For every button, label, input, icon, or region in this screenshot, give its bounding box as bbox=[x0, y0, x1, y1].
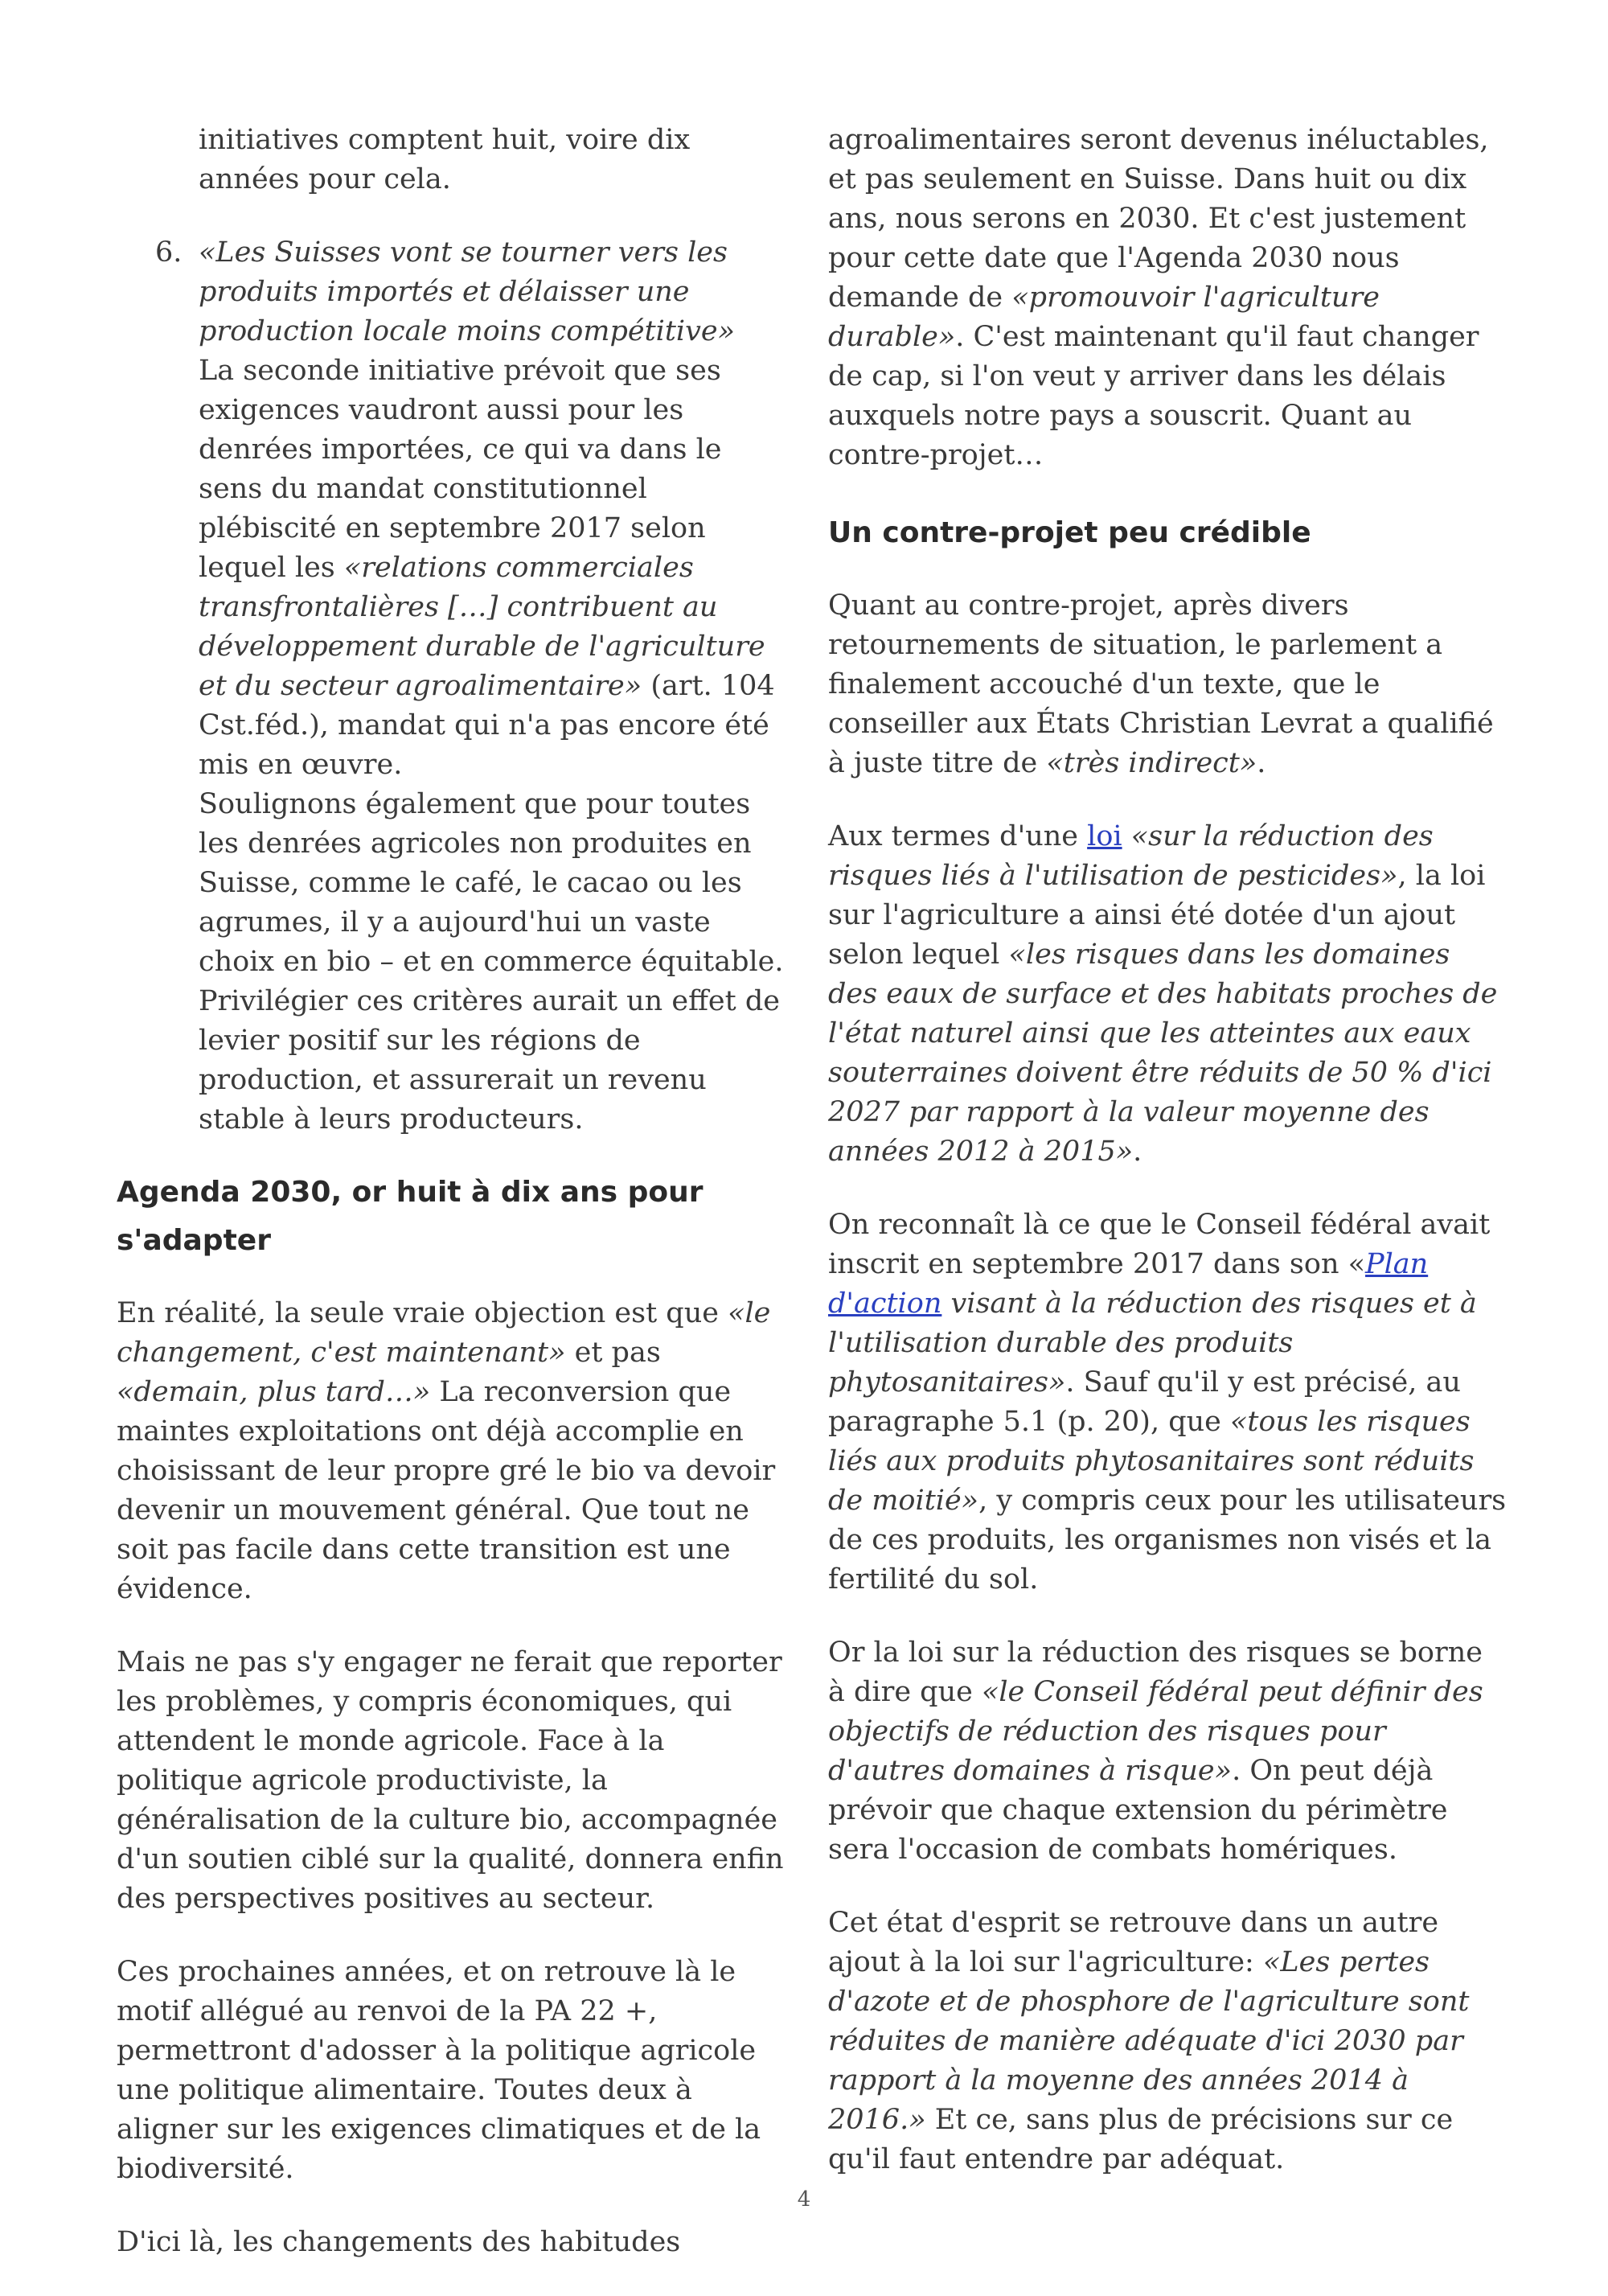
item6-quote: «Les Suisses vont se tourner vers les produits importés et délaisser une production locale moins compétitive» bbox=[199, 236, 735, 347]
paragraph-quant: Quant au contre-projet, après divers retournements de situation, le parlement a finalement accouché d'un texte, que le conseiller aux États Christian Levrat a qualifié à juste titre de «très indirect». bbox=[828, 589, 1494, 779]
left-column bbox=[117, 121, 792, 2296]
paragraph-agro: agroalimentaires seront devenus inéluctables, et pas seulement en Suisse. Dans huit ou dix ans, nous serons en 2030. Et c'est justement pour cette date que l'Agenda 2030 nous demande de «promouvoir l'agriculture durable». C'est maintenant qu'il faut changer de cap, si l'on veut y arriver dans les délais auxquels notre pays a souscrit. Quant au contre-projet… bbox=[828, 124, 1489, 471]
paragraph-ces: Ces prochaines années, et on retrouve là le motif allégué au renvoi de la PA 22 +, permettront d'adosser à la politique agricole une politique alimentaire. Toutes deux à aligner sur les exigences climatiques et de la biodiversité. bbox=[117, 1956, 761, 2185]
right-column bbox=[828, 121, 1508, 2213]
item6-paragraph-1: La seconde initiative prévoit que ses exigences vaudront aussi pour les denrées importées, ce qui va dans le sens du mandat constitutionnel plébiscité en septembre 2017 selon lequel les «relations commerciales transfrontalières […] contribuent au développement durable de l'agriculture et du secteur agroalimentaire» (art. 104 Cst.féd.), mandat qui n'a pas encore été mis en œuvre. bbox=[199, 355, 775, 781]
item6-paragraph-2: Soulignons également que pour toutes les denrées agricoles non produites en Suisse, comme le café, le cacao ou les agrumes, il y a aujourd'hui un vaste choix en bio – et en commerce équitable. Privilégier ces critères aurait un effet de levier positif sur les régions de production, et assurerait un revenu stable à leurs producteurs. bbox=[199, 788, 784, 1136]
paragraph-mais: Mais ne pas s'y engager ne ferait que reporter les problèmes, y compris économiques, qui attendent le monde agricole. Face à la politique agricole productiviste, la généralisation de la culture bio, accompagnée d'un soutien ciblé sur la qualité, donnera enfin des perspectives positives au secteur. bbox=[117, 1646, 784, 1915]
section-heading-contre-projet: Un contre-projet peu crédible bbox=[828, 516, 1311, 549]
paragraph-realite: En réalité, la seule vraie objection est que «le changement, c'est maintenant» et pas «demain, plus tard…» La reconversion que maintes exploitations ont déjà accomplie en choisissant de leur propre gré le bio va devoir devenir un mouvement général. Que tout ne soit pas facile dans cette transition est une évidence. bbox=[117, 1297, 776, 1605]
intro-tail-paragraph: initiatives comptent huit, voire dix années pour cela. bbox=[199, 124, 691, 195]
paragraph-reconnait: On reconnaît là ce que le Conseil fédéral avait inscrit en septembre 2017 dans son «Plan d'action visant à la réduction des risques et à l'utilisation durable des produits phytosanitaires». Sauf qu'il y est précisé, au paragraphe 5.1 (p. 20), que «tous les risques liés aux produits phytosanitaires sont réduits de moitié», y compris ceux pour les utilisateurs de ces produits, les organismes non visés et la fertilité du sol. bbox=[828, 1209, 1507, 1596]
link-plan-daction[interactable]: Plan d'action bbox=[828, 1248, 1429, 1320]
paragraph-dici: D'ici là, les changements des habitudes bbox=[117, 2226, 681, 2258]
section-heading-agenda: Agenda 2030, or huit à dix ans pour s'adapter bbox=[117, 1176, 704, 1257]
list-item-6 bbox=[117, 233, 792, 1140]
page-number: 4 bbox=[797, 2187, 811, 2212]
link-loi[interactable]: loi bbox=[1087, 820, 1122, 852]
paragraph-or-la-loi: Or la loi sur la réduction des risques se borne à dire que «le Conseil fédéral peut définir des objectifs de réduction des risques pour d'autres domaines à risque». On peut déjà prévoir que chaque extension du périmètre sera l'occasion de combats homériques. bbox=[828, 1637, 1483, 1866]
paragraph-etat-esprit: Cet état d'esprit se retrouve dans un autre ajout à la loi sur l'agriculture: «Les pertes d'azote et de phosphore de l'agriculture sont réduites de manière adéquate d'ici 2030 par rapport à la moyenne des années 2014 à 2016.» Et ce, sans plus de précisions sur ce qu'il faut entendre par adéquat. bbox=[828, 1907, 1470, 2175]
paragraph-termes: Aux termes d'une loi «sur la réduction des risques liés à l'utilisation de pesticides», la loi sur l'agriculture a ainsi été dotée d'un ajout selon lequel «les risques dans les domaines des eaux de surface et des habitats proches de l'état naturel ainsi que les atteintes aux eaux souterraines doivent être réduits de 50 % d'ici 2027 par rapport à la valeur moyenne des années 2012 à 2015». bbox=[828, 820, 1498, 1168]
list-item-number: 6. bbox=[155, 236, 183, 269]
